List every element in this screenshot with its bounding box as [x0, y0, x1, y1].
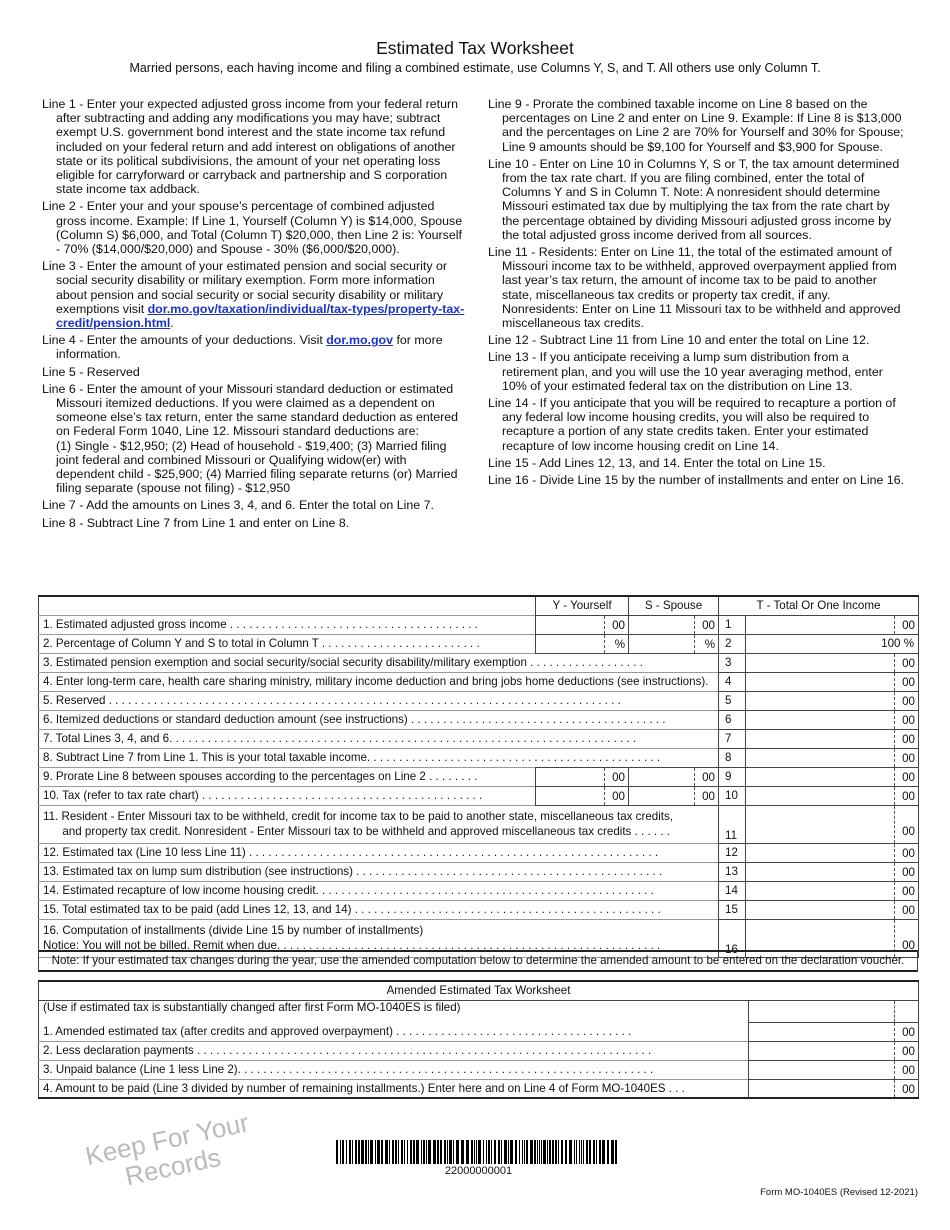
cents-marker: 00 — [894, 882, 918, 900]
barcode-bar — [474, 1140, 475, 1164]
cents-marker: 00 — [894, 1061, 918, 1079]
barcode-bar — [581, 1140, 582, 1164]
line-number: 14 — [719, 881, 746, 900]
barcode-bar — [355, 1140, 357, 1164]
line-2-yourself-field[interactable] — [536, 634, 629, 653]
barcode-bar — [526, 1140, 528, 1164]
line-1-spouse-field[interactable] — [629, 615, 719, 634]
instruction-text: Line 6 - Enter the amount of your Missouri standard deduction or estimated Missouri itemized deductions. If you were claimed as a dependent on someone else’s tax return, enter the same standard deduction as entered on Federal Form 1040, Line 12. Missouri standard deductions are: (1) Single - $12,950; (2) Head of household - $19,400; (3) Married filing joint federal and combined Missouri or Qualifying widow(er) with dependent child - $25,900; (4) Married filing separate returns (or) Married filing separate (spouse not filing) - $12,950 — [42, 381, 459, 496]
line-1-total-field[interactable] — [746, 615, 919, 634]
cents-divider — [894, 1001, 918, 1022]
total-value: 100 % — [881, 637, 914, 650]
barcode-bar — [599, 1140, 601, 1164]
line-label: 14. Estimated recapture of low income housing credit. . . . . . . . . . . . . . . . . . . . . . . . . . . . . . . . . . . . . . . . . . . . . . . . . . . . . — [43, 884, 654, 897]
amendment-note: Note: If your estimated tax changes during the year, use the amended computation below to determine the amended amount to be entered on the declaration voucher. — [38, 950, 918, 972]
barcode-number: 22000000001 — [444, 1165, 513, 1177]
amended-line-2-field[interactable] — [749, 1041, 919, 1060]
worksheet-line-4 — [39, 672, 919, 691]
instruction-right-1 — [488, 157, 908, 242]
amended-line-3-field[interactable] — [749, 1060, 919, 1079]
line-label: 3. Unpaid balance (Line 1 less Line 2). . . . . . . . . . . . . . . . . . . . . . . . . . . . . . . . . . . . . . . . . . . . . . . . . . . . . . . . . . . . . . . . . — [43, 1063, 654, 1076]
barcode-bar — [456, 1140, 459, 1164]
worksheet-line-6 — [39, 710, 919, 729]
barcode-bar — [501, 1140, 502, 1164]
barcode-bar — [377, 1140, 380, 1164]
barcode-bar — [385, 1140, 388, 1164]
instruction-text: Line 4 - Enter the amounts of your deductions. Visit — [42, 333, 327, 348]
instruction-text: Line 1 - Enter your expected adjusted gross income from your federal return after subtracting and adding any modifications you may have; subtract exempt U.S. government bond interest and the state income tax refund included on your federal return and add interest on obligations of another state or its political subdivisions, the amount of your net operating loss eligible for carryforward or carryback and partnership and S corporation state income tax addback. — [42, 97, 458, 197]
line-number: 7 — [719, 729, 746, 748]
worksheet-line-5 — [39, 691, 919, 710]
line-number: 2 — [719, 634, 746, 653]
barcode-bar — [569, 1140, 572, 1164]
cents-marker: 00 — [894, 1042, 918, 1060]
instruction-right-7 — [488, 473, 908, 487]
barcode-bar — [543, 1140, 546, 1164]
barcode-bar — [491, 1140, 492, 1164]
barcode-bar — [368, 1140, 369, 1164]
amended-line-1-field[interactable] — [749, 1022, 919, 1041]
cents-marker: 00 — [894, 920, 918, 957]
barcode-bar — [381, 1140, 383, 1164]
cents-marker: % — [694, 635, 718, 653]
line-4-total-field[interactable] — [746, 672, 919, 691]
instruction-text: for more information. — [56, 333, 443, 362]
amended-line-2 — [39, 1041, 919, 1060]
barcode-bar — [519, 1140, 520, 1164]
barcode-bar — [392, 1140, 394, 1164]
amended-line-1 — [39, 1022, 919, 1041]
instruction-link[interactable]: dor.mo.gov/taxation/individual/tax-types/property-tax-credit/pension.html — [56, 301, 465, 331]
worksheet-line-15 — [39, 900, 919, 919]
instruction-left-2 — [42, 259, 467, 330]
line-number: 10 — [719, 786, 746, 805]
barcode-bar — [611, 1140, 614, 1164]
barcode-bar — [471, 1140, 473, 1164]
barcode-bar — [537, 1140, 538, 1164]
line-3-total-field[interactable] — [746, 653, 919, 672]
line-1-yourself-field[interactable] — [536, 615, 629, 634]
barcode-bar — [593, 1140, 595, 1164]
barcode-bar — [416, 1140, 419, 1164]
barcode-bar — [389, 1140, 390, 1164]
line-label: 2. Less declaration payments . . . . . . . . . . . . . . . . . . . . . . . . . . . . . . . . . . . . . . . . . . . . . . . . . . . . . . . . . . . . . . . . . . . . . . . — [43, 1044, 652, 1057]
instruction-left-5 — [42, 382, 467, 496]
worksheet-line-13 — [39, 862, 919, 881]
barcode-bar — [576, 1140, 577, 1164]
line-number: 13 — [719, 862, 746, 881]
line-12-total-field[interactable] — [746, 843, 919, 862]
barcode-bar — [508, 1140, 509, 1164]
barcode-bar — [522, 1140, 523, 1164]
barcode-bar — [340, 1140, 341, 1164]
line-label: 4. Enter long-term care, health care sharing ministry, military income deduction and bring jobs home deductions (see instructions). — [43, 675, 709, 688]
cents-marker: 00 — [894, 863, 918, 881]
barcode-bar — [336, 1140, 338, 1164]
cents-marker: 00 — [894, 711, 918, 729]
barcode-bar — [552, 1140, 554, 1164]
barcode-bar — [504, 1140, 507, 1164]
cents-marker: 00 — [694, 787, 718, 805]
barcode-bar — [421, 1140, 422, 1164]
instruction-left-7 — [42, 516, 467, 530]
cents-marker: 00 — [894, 749, 918, 767]
cents-marker: 00 — [694, 616, 718, 634]
instruction-text: Line 10 - Enter on Line 10 in Columns Y, S or T, the tax amount determined from the tax rate chart. If you are filing combined, enter the total of Columns Y and S in Column T. Note: A nonresident should determine Missouri estimated tax due by multiplying the tax from the rate chart by the percentage obtained by dividing Missouri adjusted gross income by the total adjusted gross income derived from all sources. — [488, 156, 900, 242]
cents-marker: 00 — [894, 1023, 918, 1041]
cents-marker: 00 — [604, 787, 628, 805]
instruction-right-0 — [488, 97, 908, 154]
form-id: Form MO-1040ES (Revised 12-2021) — [760, 1187, 918, 1198]
barcode-bar — [589, 1140, 591, 1164]
instruction-text: Line 14 - If you anticipate that you will be required to recapture a portion of any federal low income housing credits, you will also be required to recapture a portion of any state credits taken. Enter your estimated recapture of low income housing credit on Line 14. — [488, 396, 896, 453]
line-13-total-field[interactable] — [746, 862, 919, 881]
line-2-total-field[interactable] — [746, 634, 919, 653]
barcode-bar — [558, 1140, 559, 1164]
line-label: 1. Amended estimated tax (after credits and approved overpayment) . . . . . . . . . . . . . . . . . . . . . . . . . . . . . . . . . . . . . — [43, 1024, 632, 1038]
instruction-text: Line 16 - Divide Line 15 by the number of installments and enter on Line 16. — [488, 473, 905, 488]
line-label: 11. Resident - Enter Missouri tax to be withheld, credit for income tax to be paid to another state, miscellaneous tax credits, and property tax credit. Nonresident - Enter Missouri tax to be withheld and approved miscellaneous tax credits . . . . . . — [43, 810, 674, 838]
line-15-total-field[interactable] — [746, 900, 919, 919]
header-spacer — [39, 596, 536, 615]
line-7-total-field[interactable] — [746, 729, 919, 748]
instruction-right-2 — [488, 245, 908, 330]
barcode-bar — [488, 1140, 490, 1164]
line-label: 9. Prorate Line 8 between spouses according to the percentages on Line 2 . . . . . . . . — [43, 770, 478, 783]
cents-marker: 00 — [894, 616, 918, 634]
amended-line-3 — [39, 1060, 919, 1079]
line-number: 4 — [719, 672, 746, 691]
barcode-bar — [398, 1140, 399, 1164]
line-label: 1. Estimated adjusted gross income . . . . . . . . . . . . . . . . . . . . . . . . . . . . . . . . . . . . . . . — [43, 618, 478, 631]
line-label: 5. Reserved . . . . . . . . . . . . . . . . . . . . . . . . . . . . . . . . . . . . . . . . . . . . . . . . . . . . . . . . . . . . . . . . . . . . . . . . . . . . . . . . — [43, 694, 621, 707]
barcode-bar — [407, 1140, 408, 1164]
barcode-bar — [444, 1140, 446, 1164]
instruction-right-5 — [488, 396, 908, 453]
worksheet-line-3 — [39, 653, 919, 672]
cents-marker: % — [604, 635, 628, 653]
line-label: 8. Subtract Line 7 from Line 1. This is your total taxable income. . . . . . . . . . . . . . . . . . . . . . . . . . . . . . . . . . . . . . . . . . . . . . — [43, 751, 661, 764]
barcode-bar — [461, 1140, 464, 1164]
instruction-text: Line 2 - Enter your and your spouse’s percentage of combined adjusted gross income. Example: If Line 1, Yourself (Column Y) is $14,000, Spouse (Column S) $6,000, and Total (Column T) $20,000, then Line 2 is: Yourself - 70% ($14,000/$20,000) and Spouse - 30% ($6,000/$20,000). — [42, 199, 463, 257]
instruction-link[interactable]: dor.mo.gov — [326, 333, 394, 348]
cents-marker: 00 — [604, 768, 628, 786]
instruction-text: Line 9 - Prorate the combined taxable income on Line 8 based on the percentages on Line 2 and enter on Line 9. Example: If Line 8 is $13,000 and the percentages on Line 2 are 70% for Yourself and 30% for Spouse; Line 9 amounts should be $9,100 for Yourself and $3,900 for Spouse. — [488, 97, 904, 154]
barcode-bar — [534, 1140, 536, 1164]
instruction-right-4 — [488, 350, 908, 393]
barcode-bar — [555, 1140, 557, 1164]
instruction-text: Line 5 - Reserved — [42, 364, 140, 379]
amended-intro: (Use if estimated tax is substantially changed after first Form MO-1040ES is filed) — [43, 1000, 461, 1014]
barcode-bar — [404, 1140, 405, 1164]
line-11-total-field[interactable] — [746, 805, 919, 843]
line-10-total-field[interactable] — [746, 786, 919, 805]
barcode-bar — [478, 1140, 481, 1164]
instruction-text: Line 13 - If you anticipate receiving a lump sum distribution from a retirement plan, and you will use the 10 year averaging method, enter 10% of your estimated federal tax on the distribution on Line 13. — [488, 350, 883, 393]
page-subtitle: Married persons, each having income and filing a combined estimate, use Columns Y, S, and T. All others use only Column T. — [129, 61, 821, 75]
barcode-bar — [401, 1140, 403, 1164]
barcode-bar — [426, 1140, 427, 1164]
barcode-bar — [596, 1140, 597, 1164]
cents-marker: 00 — [894, 692, 918, 710]
page-title: Estimated Tax Worksheet — [376, 38, 574, 58]
amended-title: Amended Estimated Tax Worksheet — [39, 981, 919, 1000]
instruction-text: . — [170, 316, 174, 331]
line-number: 11 — [719, 805, 746, 843]
barcode-bar — [437, 1140, 439, 1164]
barcode-bar — [428, 1140, 431, 1164]
instruction-left-0 — [42, 97, 467, 196]
instruction-text: Line 11 - Residents: Enter on Line 11, the total of the estimated amount of Missouri income tax to be withheld, approved overpayment applied from last year’s tax return, the amount of income tax to be paid to another state, miscellaneous tax credits or property tax credit, if any. Nonresidents: Enter on Line 11 Missouri tax to be withheld and approved miscellaneous tax credits. — [488, 245, 901, 331]
amended-spacer-cell — [749, 1000, 919, 1022]
barcode-bar — [440, 1140, 442, 1164]
instruction-text: Line 15 - Add Lines 12, 13, and 14. Enter the total on Line 15. — [488, 455, 826, 470]
instruction-left-3 — [42, 333, 467, 361]
line-9-yourself-field[interactable] — [536, 767, 629, 786]
barcode — [336, 1140, 621, 1164]
barcode-bar — [410, 1140, 412, 1164]
line-9-spouse-field[interactable] — [629, 767, 719, 786]
worksheet-line-10 — [39, 786, 919, 805]
line-label: 4. Amount to be paid (Line 3 divided by number of remaining installments.) Enter here and on Line 4 of Form MO-1040ES . . . — [43, 1081, 685, 1095]
line-number: 15 — [719, 900, 746, 919]
barcode-bar — [483, 1140, 484, 1164]
barcode-bar — [349, 1140, 351, 1164]
barcode-bar — [476, 1140, 477, 1164]
worksheet-line-9 — [39, 767, 919, 786]
cents-marker: 00 — [894, 673, 918, 691]
line-number: 3 — [719, 653, 746, 672]
barcode-bar — [466, 1140, 469, 1164]
barcode-bar — [602, 1140, 605, 1164]
line-10-yourself-field[interactable] — [536, 786, 629, 805]
barcode-bar — [413, 1140, 415, 1164]
line-number: 8 — [719, 748, 746, 767]
line-10-spouse-field[interactable] — [629, 786, 719, 805]
instruction-left-1 — [42, 199, 467, 256]
worksheet-line-1 — [39, 615, 919, 634]
instructions-right-column — [488, 97, 908, 490]
line-label: 16. Computation of installments (divide Line 15 by number of installments) Notice: You will not be billed. Remit when due. . . . . . . . . . . . . . . . . . . . . . . . . . . . . . . . . . . . . . . . . . . . . . . . . . . . . . . . . . . . — [43, 924, 661, 952]
line-number: 12 — [719, 843, 746, 862]
cents-marker: 00 — [894, 787, 918, 805]
header-total: T - Total Or One Income — [719, 596, 919, 615]
instruction-text: Line 8 - Subtract Line 7 from Line 1 and enter on Line 8. — [42, 515, 350, 530]
barcode-bar — [358, 1140, 360, 1164]
header-spouse: S - Spouse — [629, 596, 719, 615]
amended-line-4 — [39, 1079, 919, 1098]
barcode-bar — [515, 1140, 517, 1164]
barcode-bar — [375, 1140, 376, 1164]
line-label: 13. Estimated tax on lump sum distribution (see instructions) . . . . . . . . . . . . . . . . . . . . . . . . . . . . . . . . . . . . . . . . . . . . . . . . — [43, 865, 663, 878]
line-5-total-field[interactable] — [746, 691, 919, 710]
instruction-text: Line 7 - Add the amounts on Lines 3, 4, and 6. Enter the total on Line 7. — [42, 498, 434, 513]
barcode-bar — [530, 1140, 533, 1164]
barcode-bar — [607, 1140, 609, 1164]
instruction-text: Line 12 - Subtract Line 11 from Line 10 and enter the total on Line 12. — [488, 333, 870, 348]
worksheet-line-2 — [39, 634, 919, 653]
barcode-bar — [539, 1140, 540, 1164]
barcode-bar — [346, 1140, 347, 1164]
header-yourself: Y - Yourself — [536, 596, 629, 615]
barcode-bar — [352, 1140, 353, 1164]
barcode-bar — [449, 1140, 452, 1164]
line-label: 12. Estimated tax (Line 10 less Line 11) . . . . . . . . . . . . . . . . . . . . . . . . . . . . . . . . . . . . . . . . . . . . . . . . . . . . . . . . . . . . . . . . — [43, 846, 659, 859]
barcode-bar — [361, 1140, 364, 1164]
barcode-bar — [370, 1140, 373, 1164]
barcode-bar — [447, 1140, 448, 1164]
line-label: 6. Itemized deductions or standard deduction amount (see instructions) . . . . . . . . . . . . . . . . . . . . . . . . . . . . . . . . . . . . . . . . — [43, 713, 666, 726]
barcode-bar — [524, 1140, 525, 1164]
cents-marker: 00 — [894, 768, 918, 786]
line-9-total-field[interactable] — [746, 767, 919, 786]
worksheet-line-12 — [39, 843, 919, 862]
line-label: 3. Estimated pension exemption and social security/social security disability/military exemption . . . . . . . . . . . . . . . . . . — [43, 656, 643, 669]
barcode-bar — [342, 1140, 344, 1164]
barcode-bar — [486, 1140, 487, 1164]
amended-worksheet-table — [38, 980, 919, 1099]
barcode-bar — [565, 1140, 567, 1164]
barcode-bar — [547, 1140, 548, 1164]
cents-marker: 00 — [894, 806, 918, 843]
cents-marker: 00 — [894, 844, 918, 862]
barcode-bar — [615, 1140, 617, 1164]
amended-line-4-field[interactable] — [749, 1079, 919, 1098]
barcode-bar — [510, 1140, 513, 1164]
line-label: 10. Tax (refer to tax rate chart) . . . . . . . . . . . . . . . . . . . . . . . . . . . . . . . . . . . . . . . . . . . . — [43, 789, 483, 802]
line-8-total-field[interactable] — [746, 748, 919, 767]
cents-marker: 00 — [894, 1080, 918, 1098]
barcode-bar — [586, 1140, 588, 1164]
worksheet-line-14 — [39, 881, 919, 900]
worksheet-line-8 — [39, 748, 919, 767]
barcode-bar — [583, 1140, 584, 1164]
barcode-bar — [549, 1140, 551, 1164]
line-number: 6 — [719, 710, 746, 729]
line-6-total-field[interactable] — [746, 710, 919, 729]
barcode-bar — [561, 1140, 563, 1164]
cents-marker: 00 — [604, 616, 628, 634]
watermark: Keep For Your Records — [82, 1107, 252, 1192]
line-number: 5 — [719, 691, 746, 710]
instruction-left-4 — [42, 365, 467, 379]
cents-marker: 00 — [694, 768, 718, 786]
cents-marker: 00 — [894, 730, 918, 748]
line-label: 15. Total estimated tax to be paid (add Lines 12, 13, and 14) . . . . . . . . . . . . . . . . . . . . . . . . . . . . . . . . . . . . . . . . . . . . . . . . — [43, 903, 661, 916]
worksheet-line-7 — [39, 729, 919, 748]
line-number: 9 — [719, 767, 746, 786]
line-label: 2. Percentage of Column Y and S to total in Column T . . . . . . . . . . . . . . . . . . . . . . . . . — [43, 637, 480, 650]
line-number: 1 — [719, 615, 746, 634]
barcode-bar — [579, 1140, 580, 1164]
cents-marker: 00 — [894, 901, 918, 919]
instruction-right-3 — [488, 333, 908, 347]
estimated-tax-worksheet-table — [38, 595, 919, 958]
barcode-bar — [494, 1140, 496, 1164]
barcode-bar — [574, 1140, 575, 1164]
line-number: 16 — [719, 919, 746, 957]
line-label: 7. Total Lines 3, 4, and 6. . . . . . . . . . . . . . . . . . . . . . . . . . . . . . . . . . . . . . . . . . . . . . . . . . . . . . . . . . . . . . . . . . . . . . . . . — [43, 732, 637, 745]
instruction-text: Line 3 - Enter the amount of your estimated pension and social security or social security disability or military exemption. Form more information about pension and social security or social security disability or military exemptions visit — [42, 259, 447, 316]
barcode-bar — [423, 1140, 425, 1164]
line-14-total-field[interactable] — [746, 881, 919, 900]
barcode-bar — [498, 1140, 500, 1164]
instruction-left-6 — [42, 498, 467, 512]
cents-marker: 00 — [894, 654, 918, 672]
barcode-bar — [541, 1140, 542, 1164]
barcode-bar — [365, 1140, 367, 1164]
instructions-left-column — [42, 97, 467, 533]
barcode-bar — [395, 1140, 397, 1164]
barcode-bar — [433, 1140, 436, 1164]
barcode-bar — [453, 1140, 454, 1164]
worksheet-line-11 — [39, 805, 919, 843]
instruction-right-6 — [488, 456, 908, 470]
line-2-spouse-field[interactable] — [629, 634, 719, 653]
